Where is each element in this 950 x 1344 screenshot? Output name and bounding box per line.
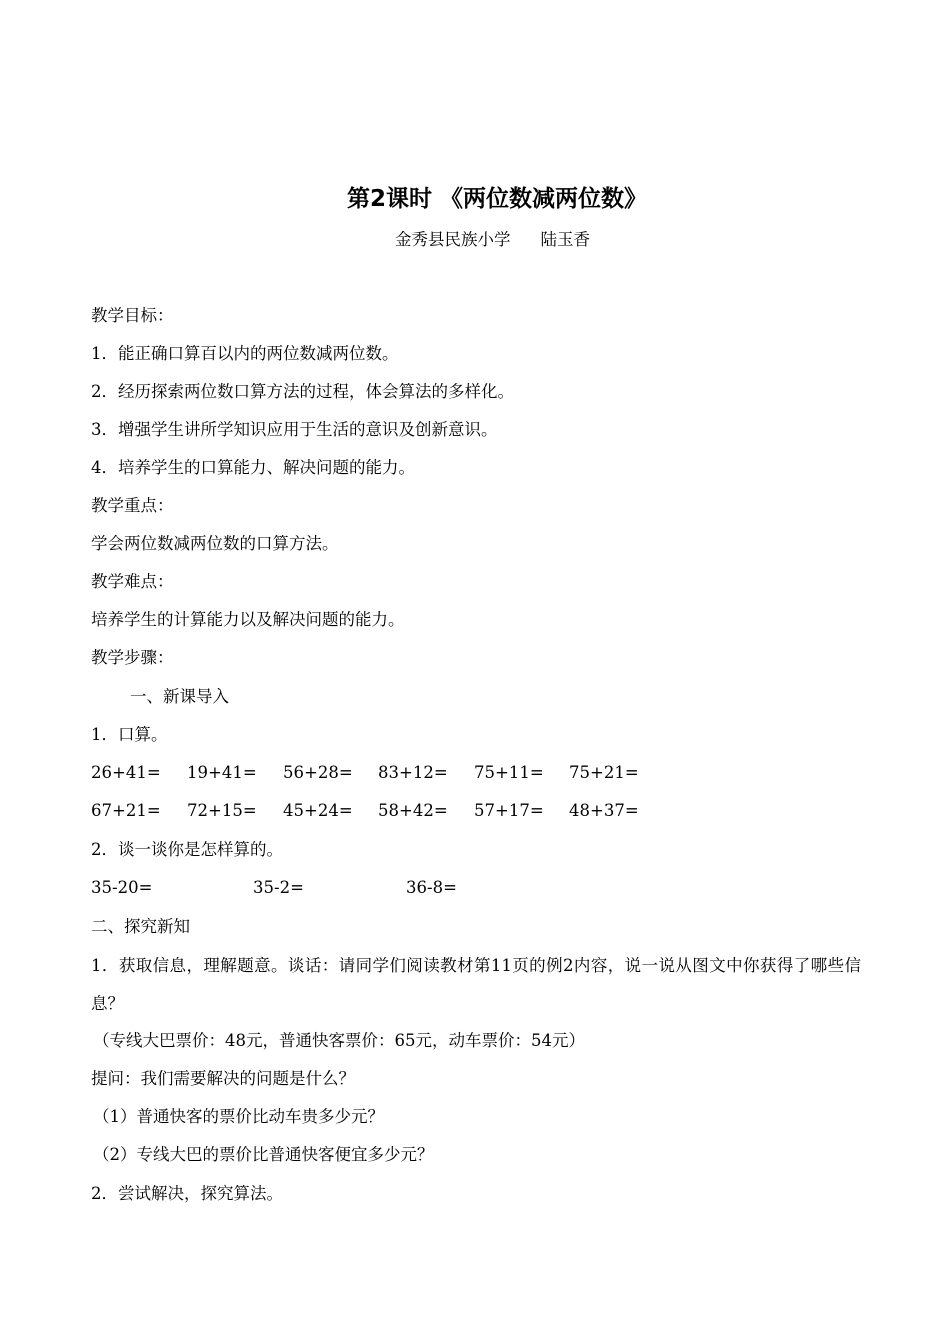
part2-item-1: 1．获取信息，理解题意。谈话：请同学们阅读教材第11页的例2内容，说一说从图文中你获得了哪些信息？	[91, 956, 861, 1013]
expression: 26+41=	[91, 763, 161, 782]
expression: 45+24=	[283, 801, 353, 820]
expression: 19+41=	[187, 763, 257, 782]
expression: 72+15=	[187, 801, 257, 820]
difficulty-text: 培养学生的计算能力以及解决问题的能力。	[91, 610, 405, 629]
expression: 35-20=	[91, 878, 153, 897]
difficulty-heading: 教学难点：	[91, 572, 174, 591]
objective-item-3: 3．增强学生讲所学知识应用于生活的意识及创新意识。	[91, 420, 498, 439]
expression: 56+28=	[283, 763, 353, 782]
keypoint-heading: 教学重点：	[91, 496, 174, 515]
objective-item-2: 2．经历探索两位数口算方法的过程，体会算法的多样化。	[91, 382, 514, 401]
question-prompt: 提问：我们需要解决的问题是什么？	[91, 1069, 355, 1088]
question-2: （2）专线大巴的票价比普通快客便宜多少元？	[93, 1145, 434, 1164]
part2-heading: 二、探究新知	[91, 917, 190, 936]
part1-heading: 一、新课导入	[130, 687, 229, 706]
keypoint-text: 学会两位数减两位数的口算方法。	[91, 534, 339, 553]
expression: 83+12=	[378, 763, 448, 782]
steps-heading: 教学步骤：	[91, 648, 174, 667]
author-line	[395, 227, 590, 253]
part1-item-2: 2．谈一谈你是怎样算的。	[91, 840, 283, 859]
author-name: 陆玉香	[540, 230, 590, 249]
part2-item-2: 2．尝试解决，探究算法。	[91, 1184, 283, 1203]
school-name: 金秀县民族小学	[395, 230, 511, 249]
expression: 35-2=	[253, 878, 304, 897]
ticket-info: （专线大巴票价：48元，普通快客票价：65元，动车票价：54元）	[93, 1031, 585, 1050]
objective-item-4: 4．培养学生的口算能力、解决问题的能力。	[91, 458, 415, 477]
objective-item-1: 1．能正确口算百以内的两位数减两位数。	[91, 344, 399, 363]
expression: 75+21=	[569, 763, 639, 782]
lesson-title: 第2课时 《两位数减两位数》	[346, 186, 647, 212]
expression: 48+37=	[569, 801, 639, 820]
expression: 57+17=	[474, 801, 544, 820]
question-1: （1）普通快客的票价比动车贵多少元？	[93, 1107, 384, 1126]
part1-item-1: 1．口算。	[91, 725, 168, 744]
expression: 58+42=	[378, 801, 448, 820]
expression: 75+11=	[474, 763, 544, 782]
objectives-heading: 教学目标：	[91, 306, 174, 325]
expression: 36-8=	[406, 878, 457, 897]
expression: 67+21=	[91, 801, 161, 820]
